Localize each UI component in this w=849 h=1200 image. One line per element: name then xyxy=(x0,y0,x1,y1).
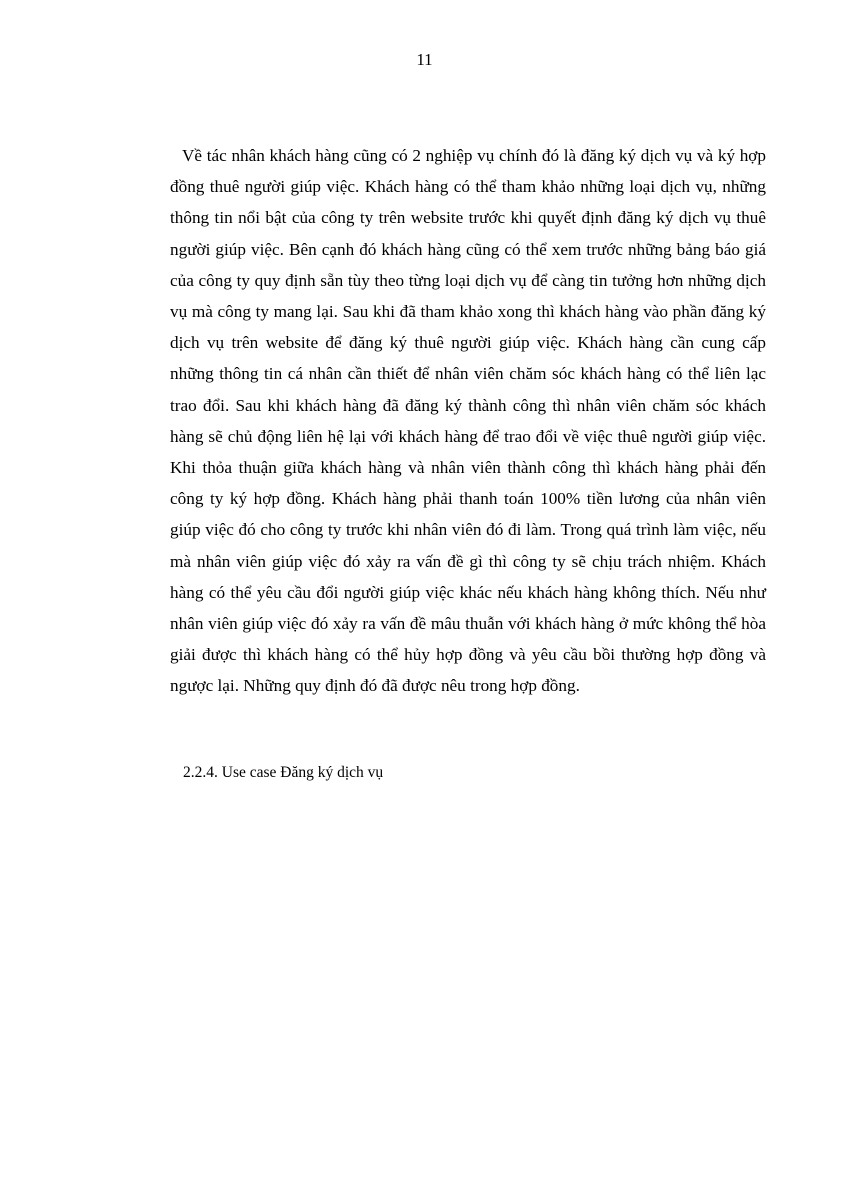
body-paragraph: Về tác nhân khách hàng cũng có 2 nghiệp vụ chính đó là đăng ký dịch vụ và ký hợp đồng thuê người giúp việc. Khách hàng có thể tham khảo những loại dịch vụ, những thông tin nổi bật của công ty trên website trước khi quyết định đăng ký dịch vụ thuê người giúp việc. Bên cạnh đó khách hàng cũng có thể xem trước những bảng báo giá của công ty quy định sẵn tùy theo từng loại dịch vụ để càng tin tưởng hơn những dịch vụ mà công ty mang lại. Sau khi đã tham khảo xong thì khách hàng vào phần đăng ký dịch vụ trên website để đăng ký thuê người giúp việc. Khách hàng cần cung cấp những thông tin cá nhân cần thiết để nhân viên chăm sóc khách hàng có thể liên lạc trao đổi. Sau khi khách hàng đã đăng ký thành công thì nhân viên chăm sóc khách hàng sẽ chủ động liên hệ lại với khách hàng để trao đổi về việc thuê người giúp việc. Khi thỏa thuận giữa khách hàng và nhân viên thành công thì khách hàng phải đến công ty ký hợp đồng. Khách hàng phải thanh toán 100% tiền lương của nhân viên giúp việc đó cho công ty trước khi nhân viên đó đi làm. Trong quá trình làm việc, nếu mà nhân viên giúp việc đó xảy ra vấn đề gì thì công ty sẽ chịu trách nhiệm. Khách hàng có thể yêu cầu đổi người giúp việc khác nếu khách hàng không thích. Nếu như nhân viên giúp việc đó xảy ra vấn đề mâu thuẫn với khách hàng ở mức không thể hòa giải được thì khách hàng có thể hủy hợp đồng và yêu cầu bồi thường hợp đồng và ngược lại. Những quy định đó đã được nêu trong hợp đồng. xyxy=(170,146,766,696)
page-number: 11 xyxy=(416,50,433,69)
section-heading: 2.2.4. Use case Đăng ký dịch vụ xyxy=(183,764,384,781)
